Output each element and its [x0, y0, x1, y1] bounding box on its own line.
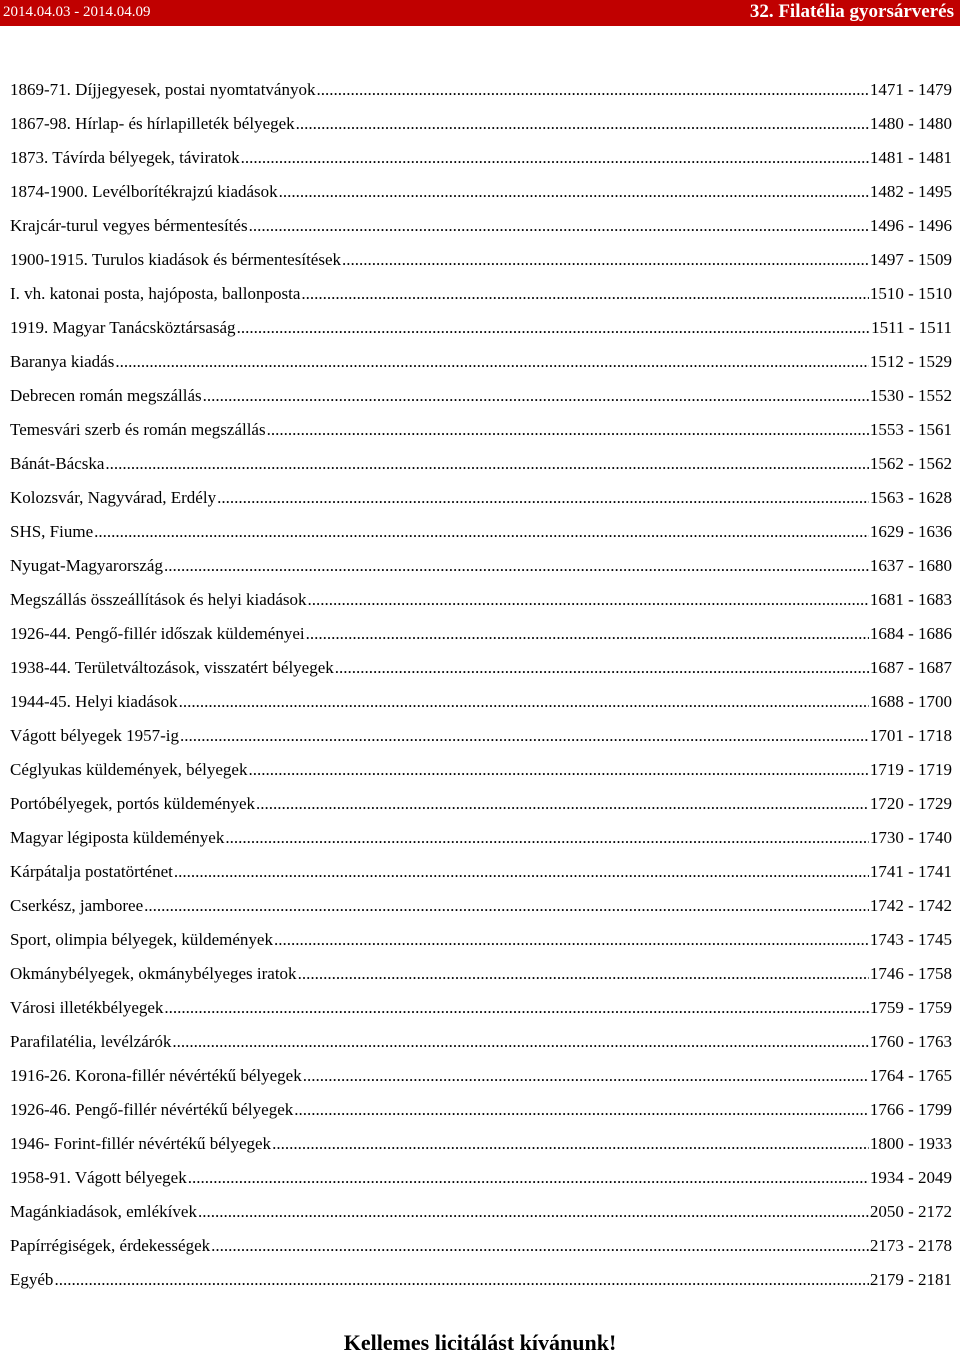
table-of-contents: [10, 78, 952, 1302]
toc-label: 1938-44. Területváltozások, visszatért bélyegek: [10, 658, 334, 677]
toc-label: Egyéb: [10, 1270, 54, 1289]
toc-row: [10, 78, 952, 112]
toc-lot-range: 2050 - 2172: [869, 1202, 952, 1221]
toc-row: [10, 282, 952, 316]
toc-lot-range: 1497 - 1509: [869, 250, 952, 269]
toc-row: [10, 520, 952, 554]
closing-message: Kellemes licitálást kívánunk!: [343, 1330, 617, 1355]
toc-label: 1873. Távírda bélyegek, táviratok: [10, 148, 240, 167]
toc-label: 1944-45. Helyi kiadások: [10, 692, 178, 711]
toc-leader-dots: [274, 928, 869, 952]
toc-label: 1946- Forint-fillér névértékű bélyegek: [10, 1134, 272, 1153]
toc-lot-range: 1719 - 1719: [869, 760, 952, 779]
toc-lot-range: 1530 - 1552: [869, 386, 952, 405]
toc-leader-dots: [294, 1098, 869, 1122]
toc-leader-dots: [248, 758, 868, 782]
toc-row: [10, 758, 952, 792]
toc-leader-dots: [256, 792, 869, 816]
toc-lot-range: 1688 - 1700: [869, 692, 952, 711]
toc-leader-dots: [298, 962, 869, 986]
toc-label: 1916-26. Korona-fillér névértékű bélyegek: [10, 1066, 302, 1085]
toc-row: [10, 1132, 952, 1166]
toc-lot-range: 1637 - 1680: [869, 556, 952, 575]
toc-label: Okmánybélyegek, okmánybélyeges iratok: [10, 964, 297, 983]
toc-lot-range: 1800 - 1933: [869, 1134, 952, 1153]
toc-row: [10, 1030, 952, 1064]
toc-row: [10, 486, 952, 520]
toc-lot-range: 1759 - 1759: [869, 998, 952, 1017]
toc-label: Temesvári szerb és román megszállás: [10, 420, 266, 439]
toc-row: [10, 112, 952, 146]
toc-leader-dots: [335, 656, 869, 680]
toc-lot-range: 1741 - 1741: [869, 862, 952, 881]
page-header: [0, 0, 960, 26]
toc-leader-dots: [301, 282, 868, 306]
toc-lot-range: 1760 - 1763: [869, 1032, 952, 1051]
toc-lot-range: 1562 - 1562: [869, 454, 952, 473]
toc-label: 1869-71. Díjjegyesek, postai nyomtatványok: [10, 80, 316, 99]
toc-leader-dots: [180, 724, 869, 748]
toc-leader-dots: [115, 350, 869, 374]
toc-row: [10, 554, 952, 588]
toc-lot-range: 1563 - 1628: [869, 488, 952, 507]
toc-label: SHS, Fiume: [10, 522, 94, 541]
toc-leader-dots: [306, 622, 869, 646]
toc-label: Magyar légiposta küldemények: [10, 828, 225, 847]
toc-lot-range: 1730 - 1740: [869, 828, 952, 847]
toc-lot-range: 1743 - 1745: [869, 930, 952, 949]
toc-lot-range: 1681 - 1683: [869, 590, 952, 609]
toc-leader-dots: [164, 996, 868, 1020]
toc-leader-dots: [296, 112, 869, 136]
toc-label: Papírrégiségek, érdekességek: [10, 1236, 211, 1255]
toc-lot-range: 1471 - 1479: [869, 80, 952, 99]
toc-leader-dots: [144, 894, 869, 918]
toc-label: Portóbélyegek, portós küldemények: [10, 794, 256, 813]
toc-leader-dots: [54, 1268, 868, 1292]
toc-label: Baranya kiadás: [10, 352, 115, 371]
toc-row: [10, 690, 952, 724]
toc-leader-dots: [303, 1064, 869, 1088]
toc-lot-range: 1746 - 1758: [869, 964, 952, 983]
toc-row: [10, 996, 952, 1030]
toc-lot-range: 1934 - 2049: [869, 1168, 952, 1187]
toc-lot-range: 1512 - 1529: [869, 352, 952, 371]
toc-leader-dots: [105, 452, 868, 476]
toc-label: 1958-91. Vágott bélyegek: [10, 1168, 187, 1187]
toc-row: [10, 1200, 952, 1234]
toc-lot-range: 1720 - 1729: [869, 794, 952, 813]
toc-row: [10, 622, 952, 656]
toc-label: Krajcár-turul vegyes bérmentesítés: [10, 216, 248, 235]
toc-row: [10, 248, 952, 282]
toc-lot-range: 1480 - 1480: [869, 114, 952, 133]
toc-row: [10, 894, 952, 928]
toc-lot-range: 1766 - 1799: [869, 1100, 952, 1119]
toc-row: [10, 1234, 952, 1268]
toc-row: [10, 1098, 952, 1132]
toc-row: [10, 452, 952, 486]
toc-lot-range: 1481 - 1481: [869, 148, 952, 167]
toc-label: Kolozsvár, Nagyvárad, Erdély: [10, 488, 217, 507]
date-range: 2014.04.03 - 2014.04.09: [3, 4, 151, 20]
toc-label: Parafilatélia, levélzárók: [10, 1032, 172, 1051]
toc-label: Városi illetékbélyegek: [10, 998, 164, 1017]
toc-leader-dots: [225, 826, 869, 850]
toc-row: [10, 962, 952, 996]
toc-row: [10, 826, 952, 860]
toc-row: [10, 418, 952, 452]
toc-label: 1900-1915. Turulos kiadások és bérmentesítések: [10, 250, 341, 269]
toc-row: [10, 1268, 952, 1302]
toc-row: [10, 1166, 952, 1200]
toc-leader-dots: [279, 180, 869, 204]
toc-label: 1919. Magyar Tanácsköztársaság: [10, 318, 236, 337]
toc-leader-dots: [164, 554, 869, 578]
toc-leader-dots: [188, 1166, 869, 1190]
toc-row: [10, 214, 952, 248]
toc-lot-range: 2179 - 2181: [869, 1270, 952, 1289]
toc-label: Kárpátalja postatörténet: [10, 862, 173, 881]
toc-label: 1926-44. Pengő-fillér időszak küldeményei: [10, 624, 305, 643]
toc-lot-range: 1742 - 1742: [869, 896, 952, 915]
toc-leader-dots: [272, 1132, 869, 1156]
toc-lot-range: 2173 - 2178: [869, 1236, 952, 1255]
toc-label: Debrecen román megszállás: [10, 386, 202, 405]
toc-lot-range: 1629 - 1636: [869, 522, 952, 541]
toc-lot-range: 1764 - 1765: [869, 1066, 952, 1085]
toc-leader-dots: [174, 860, 869, 884]
toc-row: [10, 1064, 952, 1098]
toc-lot-range: 1687 - 1687: [869, 658, 952, 677]
toc-lot-range: 1511 - 1511: [871, 318, 952, 337]
toc-leader-dots: [211, 1234, 869, 1258]
toc-label: I. vh. katonai posta, hajóposta, ballonposta: [10, 284, 301, 303]
toc-label: 1926-46. Pengő-fillér névértékű bélyegek: [10, 1100, 294, 1119]
toc-row: [10, 316, 952, 350]
toc-lot-range: 1482 - 1495: [869, 182, 952, 201]
toc-lot-range: 1684 - 1686: [869, 624, 952, 643]
toc-lot-range: 1701 - 1718: [869, 726, 952, 745]
toc-row: [10, 792, 952, 826]
toc-label: 1874-1900. Levélborítékrajzú kiadások: [10, 182, 278, 201]
toc-row: [10, 384, 952, 418]
toc-row: [10, 180, 952, 214]
toc-label: Céglyukas küldemények, bélyegek: [10, 760, 248, 779]
toc-label: Cserkész, jamboree: [10, 896, 144, 915]
toc-leader-dots: [307, 588, 868, 612]
toc-row: [10, 350, 952, 384]
toc-leader-dots: [241, 146, 869, 170]
toc-label: Vágott bélyegek 1957-ig: [10, 726, 180, 745]
toc-row: [10, 928, 952, 962]
toc-leader-dots: [198, 1200, 869, 1224]
auction-title: 32. Filatélia gyorsárverés: [749, 1, 954, 22]
toc-label: Nyugat-Magyarország: [10, 556, 163, 575]
toc-lot-range: 1553 - 1561: [869, 420, 952, 439]
toc-row: [10, 860, 952, 894]
toc-row: [10, 588, 952, 622]
toc-label: Megszállás összeállítások és helyi kiadások: [10, 590, 307, 609]
toc-leader-dots: [179, 690, 869, 714]
toc-label: Sport, olimpia bélyegek, küldemények: [10, 930, 273, 949]
toc-label: Magánkiadások, emlékívek: [10, 1202, 197, 1221]
toc-leader-dots: [203, 384, 869, 408]
toc-leader-dots: [316, 78, 868, 102]
toc-row: [10, 146, 952, 180]
toc-lot-range: 1510 - 1510: [869, 284, 952, 303]
toc-leader-dots: [94, 520, 869, 544]
toc-row: [10, 656, 952, 690]
toc-label: Bánát-Bácska: [10, 454, 105, 473]
toc-leader-dots: [342, 248, 869, 272]
toc-label: 1867-98. Hírlap- és hírlapilleték bélyegek: [10, 114, 295, 133]
toc-row: [10, 724, 952, 758]
toc-leader-dots: [267, 418, 869, 442]
toc-leader-dots: [217, 486, 869, 510]
toc-leader-dots: [172, 1030, 868, 1054]
toc-leader-dots: [237, 316, 871, 340]
toc-leader-dots: [249, 214, 869, 238]
toc-lot-range: 1496 - 1496: [869, 216, 952, 235]
